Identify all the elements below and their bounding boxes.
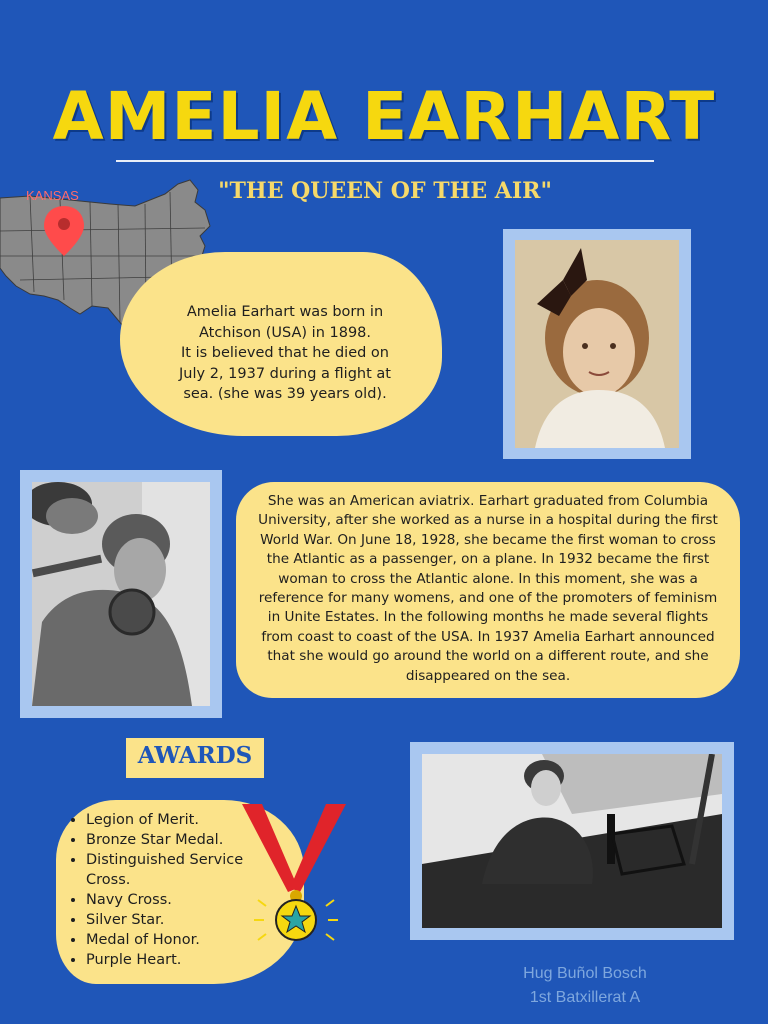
title-divider [116,160,654,162]
cockpit-photo [422,754,722,928]
award-item: • Navy Cross. [86,890,286,910]
intro-line: It is believed that he died on [181,345,389,361]
intro-line: July 2, 1937 during a flight at [179,365,391,382]
flight-gear-photo [32,482,210,706]
author-name: Hug Buñol Bosch [523,965,647,982]
biography-text: She was an American aviatrix. Earhart graduated from Columbia University, after she worked as a nurse in a hospital during the first World War. On June 18, 1928, she became the first woman to cross the Atlantic as a passenger, on a plane. In 1932 became the first woman to cross the Atlantic alone. In this moment, she was a reference for many womens, and one of the promoters of feminism in Unite Estates. In the following months he made several flights from coast to coast of the USA. In 1937 Amelia Earhart announced that she would go around the world on a different route, and she disappeared on the sea. [258,493,718,684]
author-class: 1st Batxillerat A [529,989,641,1006]
author-credit [460,962,710,1010]
awards-heading: AWARDS [137,742,253,769]
award-item: • Bronze Star Medal. [86,830,286,850]
award-item: • Distinguished Service Cross. [86,850,286,890]
childhood-photo [515,240,679,448]
award-item: • Silver Star. [86,910,286,930]
intro-line: Amelia Earhart was born in [186,304,384,320]
award-item: • Purple Heart. [86,950,286,970]
intro-line: Atchison (USA) in 1898. [198,324,372,341]
medal-icon [236,796,352,944]
award-item: • Legion of Merit. [86,810,286,830]
page-title: AMELIA EARHART [52,78,716,155]
intro-text [160,302,410,405]
map-label-kansas: KANSAS [26,188,79,203]
award-item: • Medal of Honor. [86,930,286,950]
intro-line: sea. (she was 39 years old). [183,386,387,402]
page-subtitle: "THE QUEEN OF THE AIR" [218,178,552,204]
